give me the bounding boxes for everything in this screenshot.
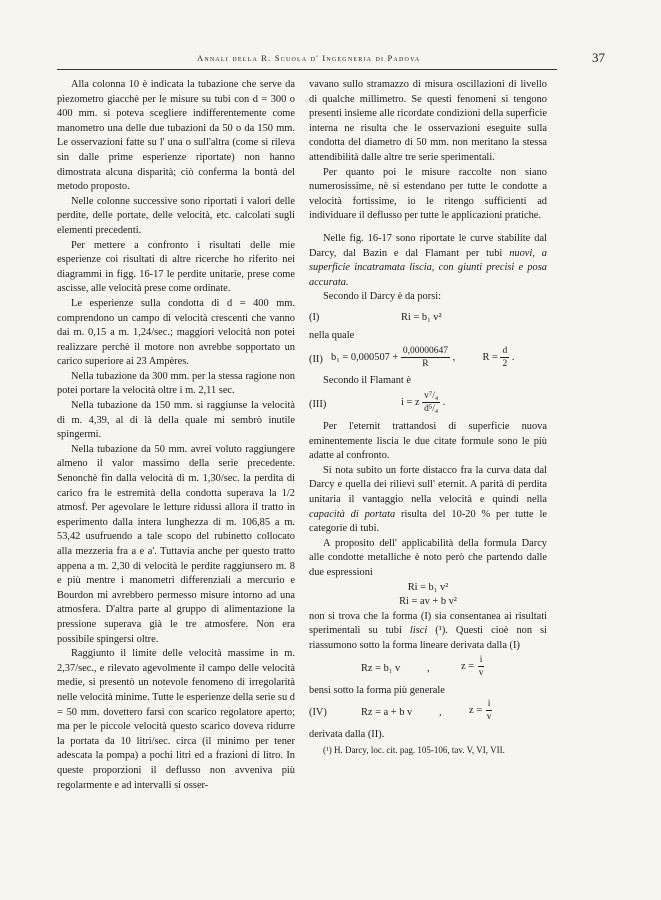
paragraph: Alla colonna 10 è indicata la tubazione che serve da piezometro giacchè per le misure su tubi con d = 300 o 400 mm. si poteva scegliere indifferentemente come manometro una delle due tubazioni da 50 o da 150 mm. Le osservazioni fatte su l' una o sull'altra (come si rileva sin dalle prime esperienze riportate) non hanno dimostrata alcuna disparità; ciò conferma la bontà del metodo proposto. [57,79,295,193]
right-column [309,78,547,757]
left-column [57,78,295,793]
formula-linear: Rz = b₁ v , z = $\frac{i}{v}$ [361,654,484,678]
formula-expression: Rz = b₁ v [361,662,401,674]
paragraph: non si trova che la forma (I) sia consentanea ai risultati sperimentali su tubi lisci (¹). Questi cioè non si riassumono sotto la forma lineare derivata dalla (I) [309,610,547,651]
fraction: $\frac{i}{v}$ [478,654,484,678]
formula-I [309,305,547,329]
header-rule [57,69,557,70]
fraction: $\frac{\text{v⁷/₄}}{\text{d⁵/₄}}$ [424,391,439,415]
formula-label: (III) [309,399,327,411]
paragraph: Per l'eternit trattandosi di superficie nuova eminentemente liscia le due citate formule sono le più adatte al confronto. [309,421,547,462]
paragraph: Per quanto poi le misure raccolte non siano numerosissime, nè si estendano per tutte le condotte a velocità fortissime, io le ritengo sufficienti ad individuare il deflusso per tutte le applicazioni pratiche. [309,166,547,222]
formula-label: (IV) [309,707,327,719]
formula-II [309,344,547,374]
formula-expression: b₁ = 0,000507 + $\frac{0,00000647}{R}$ , R = $\frac{d}{2}$ . [331,345,515,369]
page-number: 37 [592,50,605,65]
paragraph: Raggiunto il limite delle velocità massime in m. 2,37/sec., e rilevato agevolmente il campo delle velocità medie, si presentò un notevole fenomeno di irregolarità nelle velocità minime. Tutte le esperienze della serie su d = 50 mm. dovettero farsi con scarico regolatore aperto; ma per le piccole velocità questo scarico doveva ridurre la portata da 10 litri/sec. circa (il minimo per tener adescata la pompa) a pochi litri ed a frazioni di litro. In queste proporzioni il deflusso non avveniva più regolarmente e ad intervalli si osser- [57,648,295,791]
paragraph: Nella tubazione da 300 mm. per la stessa ragione non potei portare la velocità oltre i m. 2,11 sec. [57,370,295,397]
footnote: (¹) H. Darcy, loc. cit. pag. 105-106, tav. V, VI, VII. [323,744,505,755]
expression-1: Ri = b₁ v² [407,581,449,593]
fraction: $\frac{d}{2}$ [502,345,508,369]
formula-expression: Rz = a + b v [361,707,413,719]
formula-label: (I) [309,311,320,323]
formula-expression: z = $\frac{i}{v}$ [461,654,484,678]
paragraph: Le esperienze sulla condotta di d = 400 mm. comprendono un campo di velocità crescenti che vanno dai m. 0,15 a m. 1,24/sec.; maggiori velocità non potei realizzare perchè il motore non avrebbe sopportato un carico superiore ai 23 Ampères. [57,297,295,368]
paragraph: Si nota subito un forte distacco fra la curva data dal Darcy e quella dei rilievi sull' eternit. A parità di perdita unitaria il vantaggio nella velocità e quindi nella capacità di portata risulta del 10-20 % per tutte le categorie di tubi. [309,464,547,535]
formula-III [309,388,547,420]
running-header [57,50,605,70]
paragraph: derivata dalla (II). [309,729,385,741]
paragraph: A proposito dell' applicabilità della formula Darcy alle condotte metalliche è noto però che partendo dalle due espressioni [309,537,547,579]
fraction: $\frac{0,00000647}{R}$ [402,345,449,369]
paragraph: Secondo il Darcy è da porsi: [323,291,442,303]
italic-text: lisci [409,625,428,637]
formula-expression: z = $\frac{i}{v}$ [469,699,492,723]
paragraph: Nelle fig. 16-17 sono riportate le curve stabilite dal Darcy, dal Bazin e dal Flamant per tubi nuovi, a superficie incatramata liscia, con giunti precisi e posa accurata. [309,232,547,288]
formula-expression: i = z $\frac{\text{v⁷/₄}}{\text{d⁵/₄}}$ . [401,391,446,415]
paragraph: bensì sotto la forma più generale [309,684,445,696]
paragraph: Nella tubazione da 150 mm. si raggiunse la velocità di m. 4,39, al di là della quale mi sembrò inutile spingermi. [57,400,295,441]
italic-text: nuovi, a superficie incatramata liscia, con giunti precisi e posa accurata. [309,247,547,288]
paragraph: Nelle colonne successive sono riportati i valori delle perdite, delle portate, delle velocità, etc. calcolati sugli elementi precedenti. [57,195,295,236]
journal-title: Annali della R. Scuola d' Ingegneria di Padova [197,53,421,63]
formula-label: (II) [309,353,323,365]
fraction: $\frac{i}{v}$ [486,699,492,723]
expression-2: Ri = av + b v² [399,596,457,608]
paragraph: nella quale [309,329,355,341]
italic-text: capacità di portata [309,508,396,520]
formula-expression: Ri = b₁ v² [401,311,442,323]
formula-IV: (IV) Rz = a + b v , z = $\frac{i}{v}$ [309,699,492,723]
paragraph: Secondo il Flamant è [323,374,412,386]
paragraph: Nella tubazione da 50 mm. avrei voluto raggiungere almeno il valor massimo della serie precedente. Senonchè fin dalla velocità di m. 1,30/sec. la perdita di carico fra le estremità della condotta superava la 1/2 atmosf. Per agevolare le letture ridussi allora il tratto in esperimento dalla intera lunghezza di m. 106,85 a m. 53,42 usufruendo a tale scopo del rubinetto collocato alla mezzeria fra a e a'. Tuttavia anche per questo tratto appena a m. 2,30 di velocità le perdite raggiunsero m. 8 e più mentre i manometri differenziali a mercurio e Bourdon mi avrebbero permesso misure intorno ad una atmosfera. D'altra parte al gruppo di alimentazione la pressione superava già le tre atmosfere. Non era possibile spingersi oltre. [57,443,295,645]
paragraph: Per mettere a confronto i risultati delle mie esperienze coi risultati di altre ricerche ho riferito nei diagrammi in figg. 16-17 le perdite unitarie, prese come ascisse, alle velocità prese come ordinate. [57,239,295,295]
paragraph: vavano sullo stramazzo di misura oscillazioni di livello di qualche millimetro. Se questi fenomeni si tengono presenti insieme alle ricordate condizioni della superficie interna ne risulta che le osservazioni eseguite sulla condotta del diametro di 50 mm. non meritano la stessa attendibilità dalle altre tre serie sperimentali. [309,79,547,163]
